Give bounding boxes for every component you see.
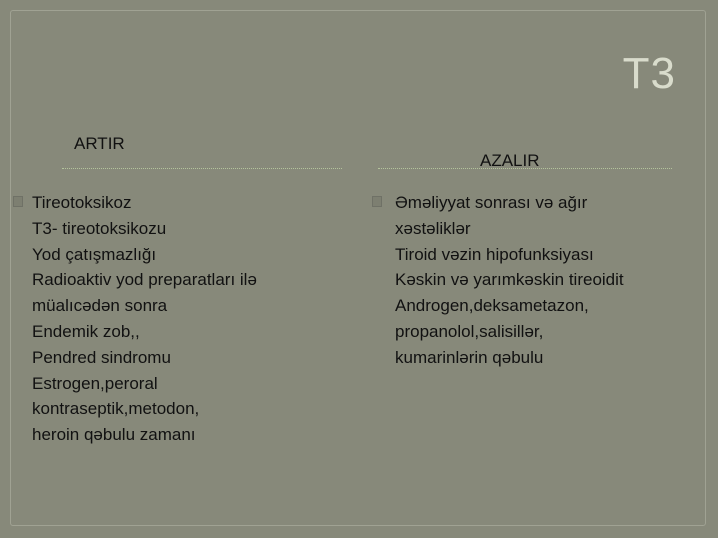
- list-item: müalıcədən sonra: [32, 296, 168, 316]
- right-column-divider: [378, 168, 672, 169]
- slide-title: T3: [622, 49, 676, 98]
- list-item: xəstəliklər: [395, 218, 471, 238]
- square-bullet-icon: [372, 196, 382, 207]
- list-item: Yod çatışmazlığı: [32, 244, 157, 264]
- list-item: Əməliyyat sonrası və ağır: [395, 193, 588, 212]
- list-item: kontraseptik,metodon,: [32, 399, 200, 419]
- left-column-heading: ARTIR: [74, 134, 125, 153]
- square-bullet-icon: [13, 196, 23, 207]
- list-item: propanolol,salisillər,: [395, 321, 544, 341]
- list-item: Tiroid vəzin hipofunksiyası: [395, 244, 594, 264]
- list-item: T3- tireotoksikozu: [32, 218, 167, 238]
- list-item: heroin qəbulu zamanı: [32, 425, 196, 445]
- list-item: Pendred sindromu: [32, 347, 171, 367]
- list-item: Estrogen,peroral: [32, 373, 158, 393]
- list-item: Tireotoksikoz: [32, 193, 132, 212]
- list-item: kumarinlərin qəbulu: [395, 347, 544, 367]
- list-item: Endemik zob,,: [32, 321, 140, 341]
- left-column-divider: [62, 168, 342, 169]
- list-item: Radioaktiv yod preparatları ilə: [32, 270, 257, 290]
- left-column-list: [32, 190, 352, 448]
- right-column-heading: AZALIR: [480, 151, 540, 170]
- list-item: Kəskin və yarımkəskin tireoidit: [395, 270, 624, 290]
- right-column-list: [395, 190, 695, 371]
- list-item: Androgen,deksametazon,: [395, 296, 589, 316]
